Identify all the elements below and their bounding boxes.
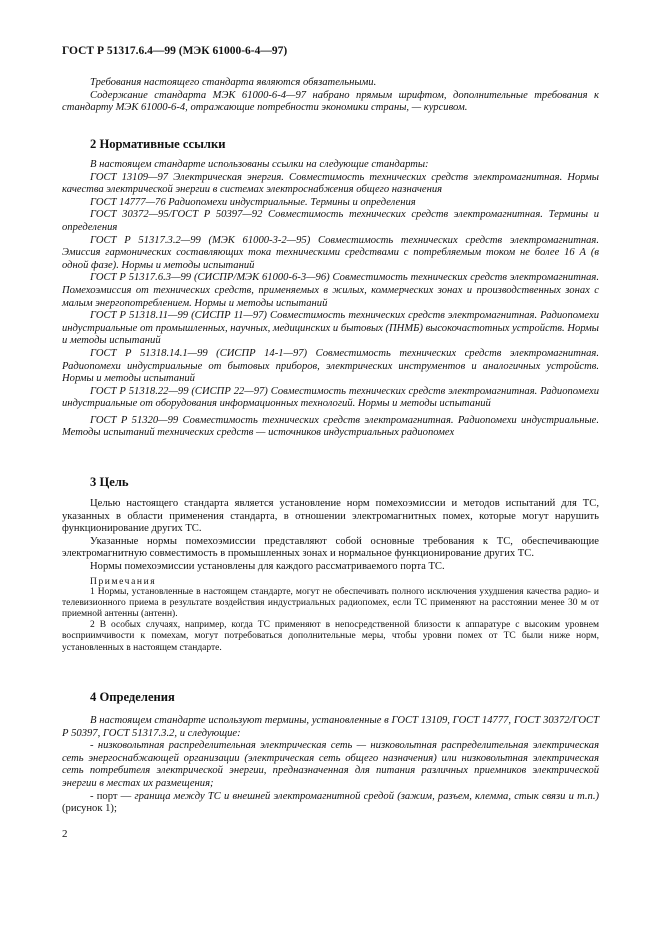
notes-heading: Примечания: [90, 576, 157, 587]
definition-item: - низковольтная распределительная электрическая сеть — низковольтная распределительная электрическая сеть энергоснабжающей организации (электрическая сеть общего назначения) или низковольтная электрическая сеть потребителя электрической энергии, предназначенная для питания различных приемников электрической энергии в местах их размещения;: [62, 740, 599, 789]
note-item: 2 В особых случаях, например, когда ТС применяют в непосредственной близости к аппаратуре с высоким уровнем восприимчивости к помехам, могут потребоваться дополнительные меры, чтобы уровни помех от ТС были ниже норм, установленных в настоящем стандарте.: [62, 620, 599, 653]
reference-item: ГОСТ 14777—76 Радиопомехи индустриальные. Термины и определения: [90, 196, 416, 208]
running-header: ГОСТ Р 51317.6.4—99 (МЭК 61000-6-4—97): [62, 45, 288, 57]
reference-item: ГОСТ 30372—95/ГОСТ Р 50397—92 Совместимость технических средств электромагнитная. Термины и определения: [62, 209, 599, 233]
reference-item: ГОСТ 13109—97 Электрическая энергия. Совместимость технических средств электромагнитная. Нормы качества электрической энергии в системах электроснабжения общего назначения: [62, 171, 599, 196]
body-paragraph: Указанные нормы помехоэмиссии представляют собой основные требования к ТС, обеспечивающие электромагнитную совместимость в промышленных зонах и нормальное функционирование других ТС.: [62, 535, 599, 560]
definitions-intro: В настоящем стандарте используют термины, установленные в ГОСТ 13109, ГОСТ 14777, ГОСТ 30372/ГОСТ Р 50397, ГОСТ 51317.3.2, и следующие:: [62, 715, 599, 739]
reference-item: ГОСТ Р 51317.3.2—99 (МЭК 61000-3-2—95) Совместимость технических средств электромагнитная. Эмиссия гармонических составляющих тока техническими средствами с потребляемым током не более 16 А (в одной фазе). Нормы и методы испытаний: [62, 234, 599, 271]
figure-reference: (рисунок 1);: [62, 803, 117, 815]
section-4-body: [62, 715, 599, 816]
reference-item: ГОСТ Р 51318.11—99 (СИСПР 11—97) Совместимость технических средств электромагнитная. Радиопомехи индустриальные от промышленных, научных, медицинских и бытовых (ПНМБ) высокочастотных устройств. Нормы и методы испытаний: [62, 310, 599, 347]
reference-item: ГОСТ Р 51320—99 Совместимость технических средств электромагнитная. Радиопомехи индустриальные. Методы испытаний технических средств — источников индустриальных радиопомех: [62, 414, 599, 439]
definition-term: - порт —: [90, 790, 135, 802]
reference-item: ГОСТ Р 51318.14.1—99 (СИСПР 14-1—97) Совместимость технических средств электромагнитная. Радиопомехи индустриальные от бытовых приборов, электрических инструментов и аналогичных устройств. Нормы и методы испытаний: [62, 347, 599, 385]
section-heading: 2 Нормативные ссылки: [90, 137, 226, 151]
normative-references: [62, 159, 599, 440]
reference-intro: В настоящем стандарте использованы ссылки на следующие стандарты:: [90, 159, 429, 170]
section-3: [62, 475, 599, 490]
section-3-body: [62, 498, 599, 654]
body-paragraph: Целью настоящего стандарта является установление норм помехоэмиссии и методов испытаний для ТС, указанных в области применения стандарта, в отношении электромагнитных помех, которые могут нарушить функционирование других ТС.: [62, 498, 599, 535]
reference-item: ГОСТ Р 51318.22—99 (СИСПР 22—97) Совместимость технических средств электромагнитная. Радиопомехи индустриальные от оборудования информационных технологий. Нормы и методы испытаний: [62, 385, 599, 410]
definition-text: граница между ТС и внешней электромагнитной средой (зажим, разъем, клемма, стык связи и т.п.): [134, 790, 599, 802]
section-4: [62, 690, 599, 705]
section-heading: 3 Цель: [90, 475, 129, 489]
intro-block: [62, 77, 599, 115]
definition-item: [62, 791, 599, 816]
note-item: 1 Нормы, установленные в настоящем стандарте, могут не обеспечивать полного исключения ухудшения качества радио- и телевизионного приема в результате воздействия индустриальных радиопомех, если ТС применяют на расстоянии менее 30 м от приемной антенны (антенн).: [62, 586, 599, 619]
section-2: [62, 137, 599, 152]
intro-paragraph: Требования настоящего стандарта являются обязательными.: [90, 77, 377, 88]
section-heading: 4 Определения: [90, 690, 175, 704]
intro-paragraph: Содержание стандарта МЭК 61000-6-4—97 набрано прямым шрифтом, дополнительные требования к стандарту МЭК 61000-6-4, отражающие потребности экономики страны, — курсивом.: [62, 89, 599, 114]
reference-item: ГОСТ Р 51317.6.3—99 (СИСПР/МЭК 61000-6-3—96) Совместимость технических средств электромагнитная. Помехоэмиссия от технических средств, применяемых в жилых, коммерческих зонах и производственных зонах с малым энергопотреблением. Нормы и методы испытаний: [62, 272, 599, 309]
body-paragraph: Нормы помехоэмиссии установлены для каждого рассматриваемого порта ТС.: [90, 560, 445, 572]
page-number: 2: [62, 828, 68, 840]
